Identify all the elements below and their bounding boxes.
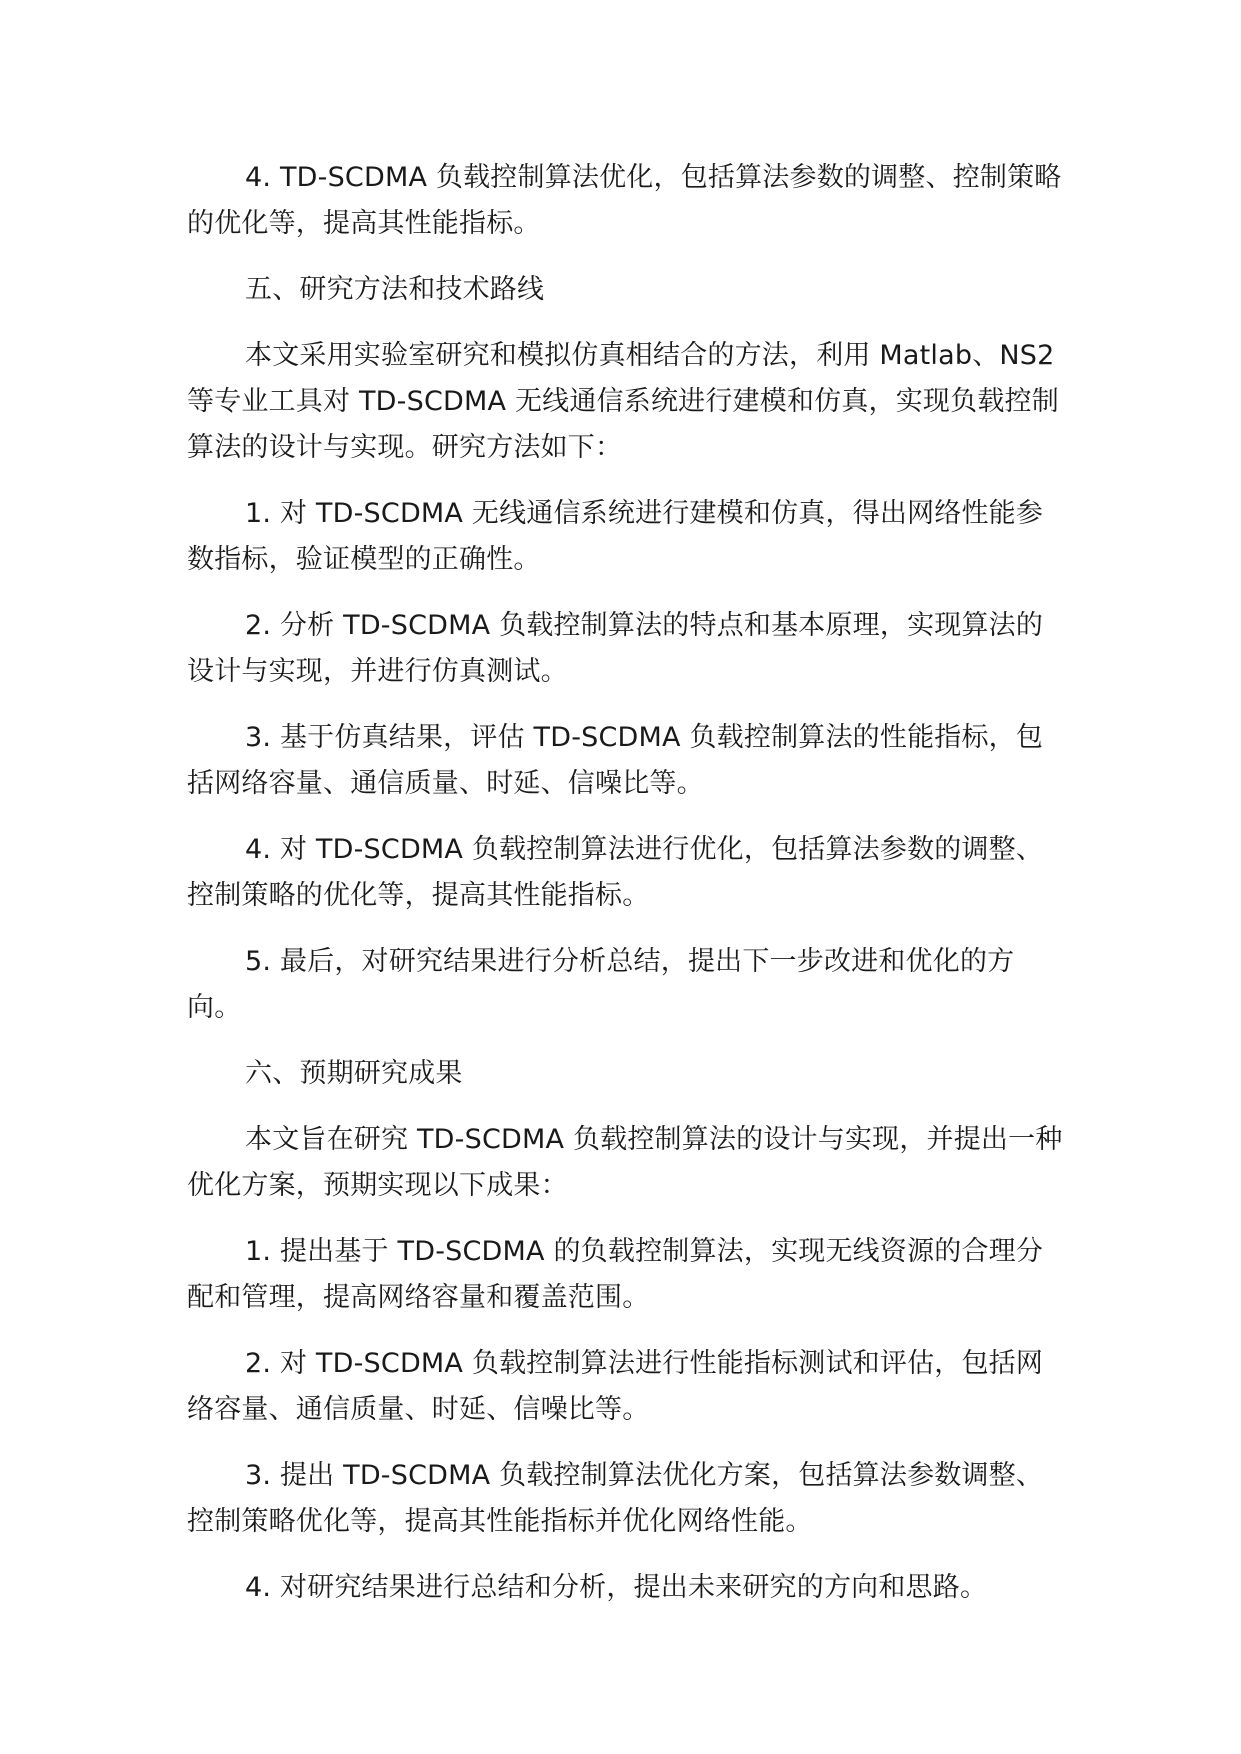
section-heading-outcomes: 六、预期研究成果 (245, 1058, 463, 1089)
outcome-item-4: 4. 对研究结果进行总结和分析，提出未来研究的方向和思路。 (245, 1572, 988, 1603)
outcome-item-2: 2. 对 TD-SCDMA 负载控制算法进行性能指标测试和评估，包括网络容量、通信质量、时延、信噪比等。 (187, 1348, 1044, 1425)
method-item-2: 2. 分析 TD-SCDMA 负载控制算法的特点和基本原理，实现算法的设计与实现，并进行仿真测试。 (187, 610, 1044, 687)
method-item-4: 4. 对 TD-SCDMA 负载控制算法进行优化，包括算法参数的调整、控制策略的优化等，提高其性能指标。 (187, 834, 1044, 911)
outcomes-intro-paragraph: 本文旨在研究 TD-SCDMA 负载控制算法的设计与实现，并提出一种优化方案，预期实现以下成果： (187, 1124, 1063, 1201)
method-item-3: 3. 基于仿真结果，评估 TD-SCDMA 负载控制算法的性能指标，包括网络容量、通信质量、时延、信噪比等。 (187, 722, 1044, 799)
method-item-5: 5. 最后，对研究结果进行分析总结，提出下一步改进和优化的方向。 (187, 946, 1015, 1023)
outcome-item-1: 1. 提出基于 TD-SCDMA 的负载控制算法，实现无线资源的合理分配和管理，提高网络容量和覆盖范围。 (187, 1236, 1044, 1313)
section-heading-methods: 五、研究方法和技术路线 (245, 274, 545, 305)
document-body (187, 155, 1067, 1631)
method-item-1: 1. 对 TD-SCDMA 无线通信系统进行建模和仿真，得出网络性能参数指标，验证模型的正确性。 (187, 498, 1044, 575)
list-item-optimization: 4. TD-SCDMA 负载控制算法优化，包括算法参数的调整、控制策略的优化等，提高其性能指标。 (187, 162, 1062, 239)
outcome-item-3: 3. 提出 TD-SCDMA 负载控制算法优化方案，包括算法参数调整、控制策略优化等，提高其性能指标并优化网络性能。 (187, 1460, 1044, 1537)
methods-intro-paragraph: 本文采用实验室研究和模拟仿真相结合的方法，利用 Matlab、NS2 等专业工具对 TD-SCDMA 无线通信系统进行建模和仿真，实现负载控制算法的设计与实现。研究方法如下： (187, 340, 1059, 463)
